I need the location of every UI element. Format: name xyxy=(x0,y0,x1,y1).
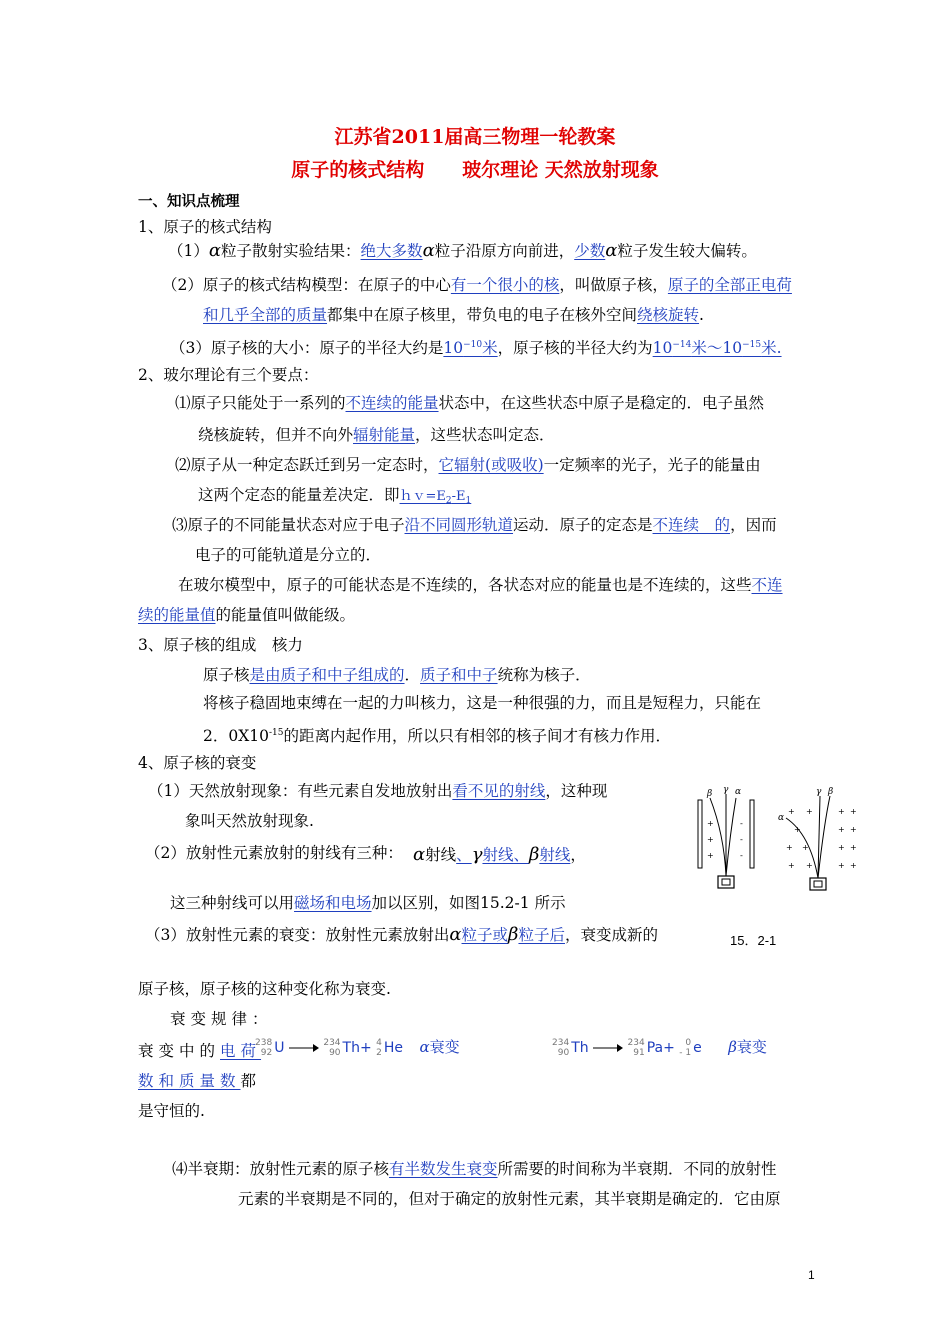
s1-p1: （1）α粒子散射实验结果：绝大多数α粒子沿原方向前进，少数α粒子发生较大偏转。 xyxy=(168,240,757,261)
svg-text:+: + xyxy=(838,807,845,816)
svg-text:γ: γ xyxy=(816,787,822,797)
svg-text:+: + xyxy=(786,843,793,852)
s4-p3: 这三种射线可以用磁场和电场加以区别，如图15.2-1 所示 xyxy=(170,894,566,912)
decay-rule-heading: 衰变规律： xyxy=(170,1010,273,1028)
s3-p2-line2: 2．$0X10^{-15}$的距离内起作用，所以只有相邻的核子间才有核力作用． xyxy=(203,727,671,745)
s4-p6-line2: 元素的半衰期是不同的，但对于确定的放射性元素，其半衰期是确定的．它由原 xyxy=(238,1190,781,1208)
svg-text:+: + xyxy=(850,825,857,834)
svg-text:+: + xyxy=(806,861,813,870)
doc-title-line2: 原子的核式结构 玻尔理论 天然放射现象 xyxy=(291,159,659,181)
s2-p3-line1: ⑶原子的不同能量状态对应于电子沿不同圆形轨道运动．原子的定态是不连续 的，因而 xyxy=(172,516,777,534)
svg-text:+: + xyxy=(838,825,845,834)
s1-p2-line2: 和几乎全部的质量都集中在原子核里，带负电的电子在核外空间绕核旋转. xyxy=(203,306,704,324)
s3-heading: 3、原子核的组成 核力 xyxy=(138,636,303,654)
s2-p3-line2: 电子的可能轨道是分立的． xyxy=(195,546,382,564)
s1-p3: （3）原子核的大小：原子的半径大约是$10^{-10}$米，原子核的半径大约为$10^{-14}$米$\sim 10^{-15}$米. xyxy=(170,339,782,357)
svg-text:+: + xyxy=(794,825,801,834)
decay-rule-line1: 衰变中的电荷 xyxy=(138,1042,262,1060)
svg-text:+: + xyxy=(850,807,857,816)
decay-rule-line2: 数和质量数都 xyxy=(138,1072,262,1090)
plus-sign: + xyxy=(707,819,714,828)
s4-p2: （2）放射性元素放射的射线有三种： xyxy=(145,844,403,862)
alpha-decay-equation: 238 92 U 234 90 Th+ 4 2 He α衰变 xyxy=(255,1038,460,1058)
s4-p2-rays: α射线、γ射线、β射线， xyxy=(413,844,586,865)
radiation-figure xyxy=(690,784,860,894)
svg-text:α: α xyxy=(735,787,742,797)
s4-heading: 4、原子核的衰变 xyxy=(138,754,257,772)
arrow-icon xyxy=(593,1043,623,1053)
svg-text:β: β xyxy=(828,787,834,797)
arrow-icon xyxy=(289,1043,319,1053)
electric-field-diagram xyxy=(698,785,754,888)
s2-p2-line2: 这两个定态的能量差决定．即$hv=E_2-E_1$ xyxy=(198,486,472,506)
svg-text:+: + xyxy=(850,843,857,852)
minus-sign: - xyxy=(740,819,743,828)
s2-p1-line1: ⑴原子只能处于一系列的不连续的能量状态中，在这些状态中原子是稳定的．电子虽然 xyxy=(175,394,765,412)
decay-rule-line3: 是守恒的. xyxy=(138,1102,205,1120)
page-number: 1 xyxy=(808,1268,815,1282)
svg-text:α: α xyxy=(778,813,785,823)
s4-p1-line2: 象叫天然放射现象. xyxy=(185,812,314,830)
svg-text:γ: γ xyxy=(723,785,729,795)
svg-text:β: β xyxy=(707,789,713,799)
s4-p6-line1: ⑷半衰期：放射性元素的原子核有半数发生衰变所需要的时间称为半衰期．不同的放射性 xyxy=(172,1160,777,1178)
s2-p4-line2: 续的能量值的能量值叫做能级。 xyxy=(138,606,356,624)
plus-sign: + xyxy=(707,851,714,860)
minus-sign: - xyxy=(740,835,743,844)
section-heading: 一、知识点梳理 xyxy=(138,193,240,210)
svg-text:+: + xyxy=(788,861,795,870)
minus-sign: - xyxy=(740,851,743,860)
s4-p4: （3）放射性元素的衰变：放射性元素放射出α粒子或β粒子后，衰变成新的 xyxy=(145,924,658,945)
s1-p2-line1: （2）原子的核式结构模型：在原子的中心有一个很小的核，叫做原子核，原子的全部正电荷 xyxy=(162,276,792,294)
svg-text:+: + xyxy=(838,861,845,870)
magnetic-field-diagram xyxy=(778,787,857,890)
s2-p2-line1: ⑵原子从一种定态跃迁到另一定态时，它辐射(或吸收)一定频率的光子，光子的能量由 xyxy=(175,456,761,474)
svg-text:+: + xyxy=(802,843,809,852)
svg-text:+: + xyxy=(806,807,813,816)
s1-heading: 1、原子的核式结构 xyxy=(138,218,272,236)
svg-text:+: + xyxy=(838,843,845,852)
s2-p1-line2: 绕核旋转，但并不向外辐射能量，这些状态叫定态． xyxy=(198,426,555,444)
s2-p4-line1: 在玻尔模型中，原子的可能状态是不连续的，各状态对应的能量也是不连续的，这些不连 xyxy=(178,576,783,594)
s4-p1-line1: （1）天然放射现象：有些元素自发地放射出看不见的射线，这种现 xyxy=(148,782,608,800)
doc-title-line1: 江苏省2011届高三物理一轮教案 xyxy=(334,126,616,148)
figure-caption: 15．2-1 xyxy=(730,933,777,948)
beta-decay-equation: 234 90 Th 234 91 Pa+ 0 - 1 e β衰变 xyxy=(552,1038,767,1058)
svg-text:+: + xyxy=(788,807,795,816)
s2-heading: 2、玻尔理论有三个要点： xyxy=(138,366,319,384)
s3-p2-line1: 将核子稳固地束缚在一起的力叫核力，这是一种很强的力，而且是短程力，只能在 xyxy=(203,694,762,712)
svg-text:+: + xyxy=(850,861,857,870)
s4-p5: 原子核，原子核的这种变化称为衰变. xyxy=(138,980,391,998)
s3-p1: 原子核是由质子和中子组成的．质子和中子统称为核子． xyxy=(203,666,591,684)
plus-sign: + xyxy=(707,835,714,844)
